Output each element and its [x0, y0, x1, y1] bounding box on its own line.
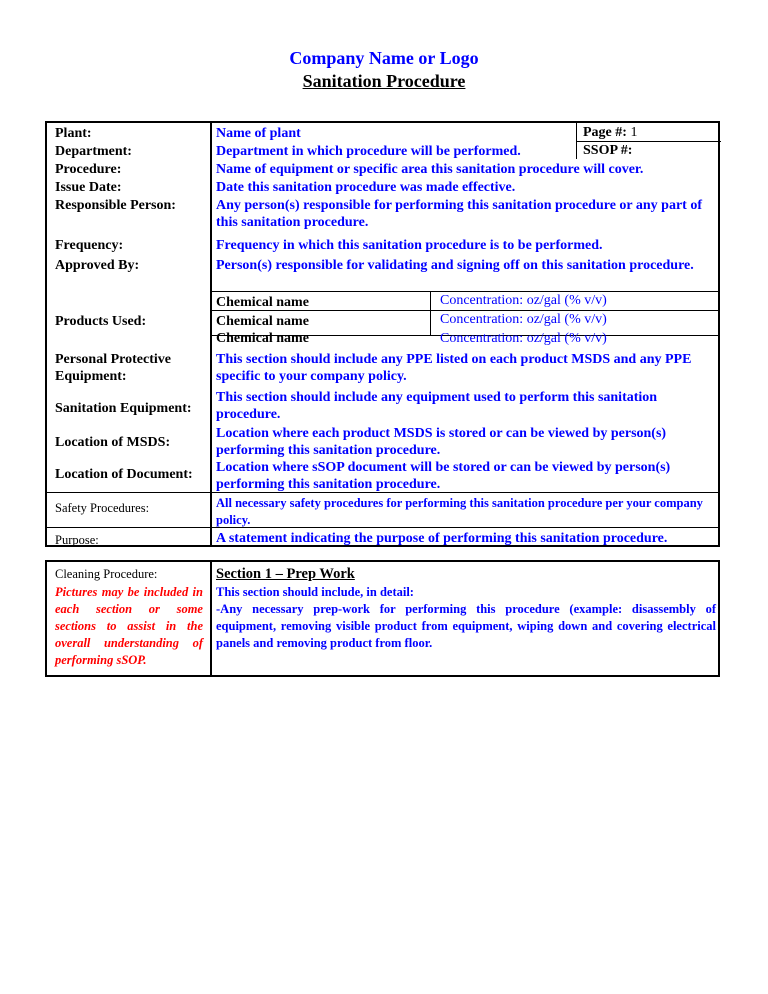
- info-table: [45, 121, 720, 547]
- products-used-label: Products Used:: [55, 314, 147, 329]
- department-label: Department:: [55, 144, 132, 159]
- section-title: Section 1 – Prep Work: [216, 566, 355, 582]
- section-intro: This section should include, in detail:: [216, 585, 414, 599]
- document-title: Sanitation Procedure: [302, 71, 466, 91]
- company-name: Company Name or Logo: [289, 48, 479, 68]
- purpose-label: Purpose:: [55, 533, 99, 547]
- chemical-name: Chemical name: [216, 314, 309, 329]
- ppe-value: This section should include any PPE listed on each product MSDS and any PPE specific to your company policy.: [216, 352, 692, 384]
- chemical-concentration: Concentration: oz/gal (% v/v): [440, 312, 607, 327]
- issue-date-label: Issue Date:: [55, 180, 122, 195]
- column-divider: [210, 562, 212, 675]
- pictures-note: Pictures may be included in each section or some sections to assist in the overall understanding of performing sSOP.: [55, 585, 203, 667]
- chemical-concentration: Concentration: oz/gal (% v/v): [440, 293, 607, 308]
- ssop-number-label: SSOP #:: [583, 143, 633, 158]
- issue-date-value: Date this sanitation procedure was made effective.: [216, 180, 516, 195]
- approved-by-label: Approved By:: [55, 258, 140, 273]
- chemical-name: Chemical name: [216, 295, 309, 310]
- plant-label: Plant:: [55, 126, 92, 141]
- chemical-name: Chemical name: [216, 331, 309, 346]
- safety-procedures-label: Safety Procedures:: [55, 501, 150, 515]
- msds-location-value: Location where each product MSDS is stored or can be viewed by person(s) performing this sanitation procedure.: [216, 426, 667, 458]
- safety-procedures-value: All necessary safety procedures for performing this sanitation procedure per your company policy.: [216, 496, 703, 527]
- ppe-label-line2: Equipment:: [55, 369, 127, 384]
- responsible-person-label: Responsible Person:: [55, 198, 176, 213]
- purpose-value: A statement indicating the purpose of performing this sanitation procedure.: [216, 531, 668, 546]
- plant-value: Name of plant: [216, 126, 301, 141]
- department-value: Department in which procedure will be performed.: [216, 144, 521, 159]
- column-divider: [210, 123, 212, 545]
- ppe-label-line1: Personal Protective: [55, 352, 171, 367]
- cleaning-procedure-label: Cleaning Procedure:: [55, 567, 158, 581]
- document-location-label: Location of Document:: [55, 467, 193, 482]
- chemical-column-divider: [430, 291, 431, 335]
- sanitation-equipment-value: This section should include any equipment used to perform this sanitation procedure.: [216, 390, 658, 422]
- section-body: [216, 584, 716, 652]
- responsible-person-value: Any person(s) responsible for performing this sanitation procedure or any part of this sanitation procedure.: [216, 198, 702, 230]
- page-number: Page #: 1: [583, 125, 638, 140]
- page-ssop-box: [576, 123, 721, 159]
- approved-by-value: Person(s) responsible for validating and signing off on this sanitation procedure.: [216, 258, 694, 273]
- frequency-label: Frequency:: [55, 238, 124, 253]
- cleaning-procedure-table: [45, 560, 720, 677]
- section-detail: -Any necessary prep-work for performing this procedure (example: disassembly of equipment, removing visible product from equipment, wiping down and covering electrical panels and removing product from floor.: [216, 602, 716, 650]
- procedure-label: Procedure:: [55, 162, 122, 177]
- sanitation-equipment-label: Sanitation Equipment:: [55, 401, 192, 416]
- msds-location-label: Location of MSDS:: [55, 435, 171, 450]
- document-location-value: Location where sSOP document will be stored or can be viewed by person(s) performing this sanitation procedure.: [216, 460, 671, 492]
- chemical-concentration: Concentration: oz/gal (% v/v): [440, 331, 607, 346]
- procedure-value: Name of equipment or specific area this sanitation procedure will cover.: [216, 162, 644, 177]
- frequency-value: Frequency in which this sanitation procedure is to be performed.: [216, 238, 603, 253]
